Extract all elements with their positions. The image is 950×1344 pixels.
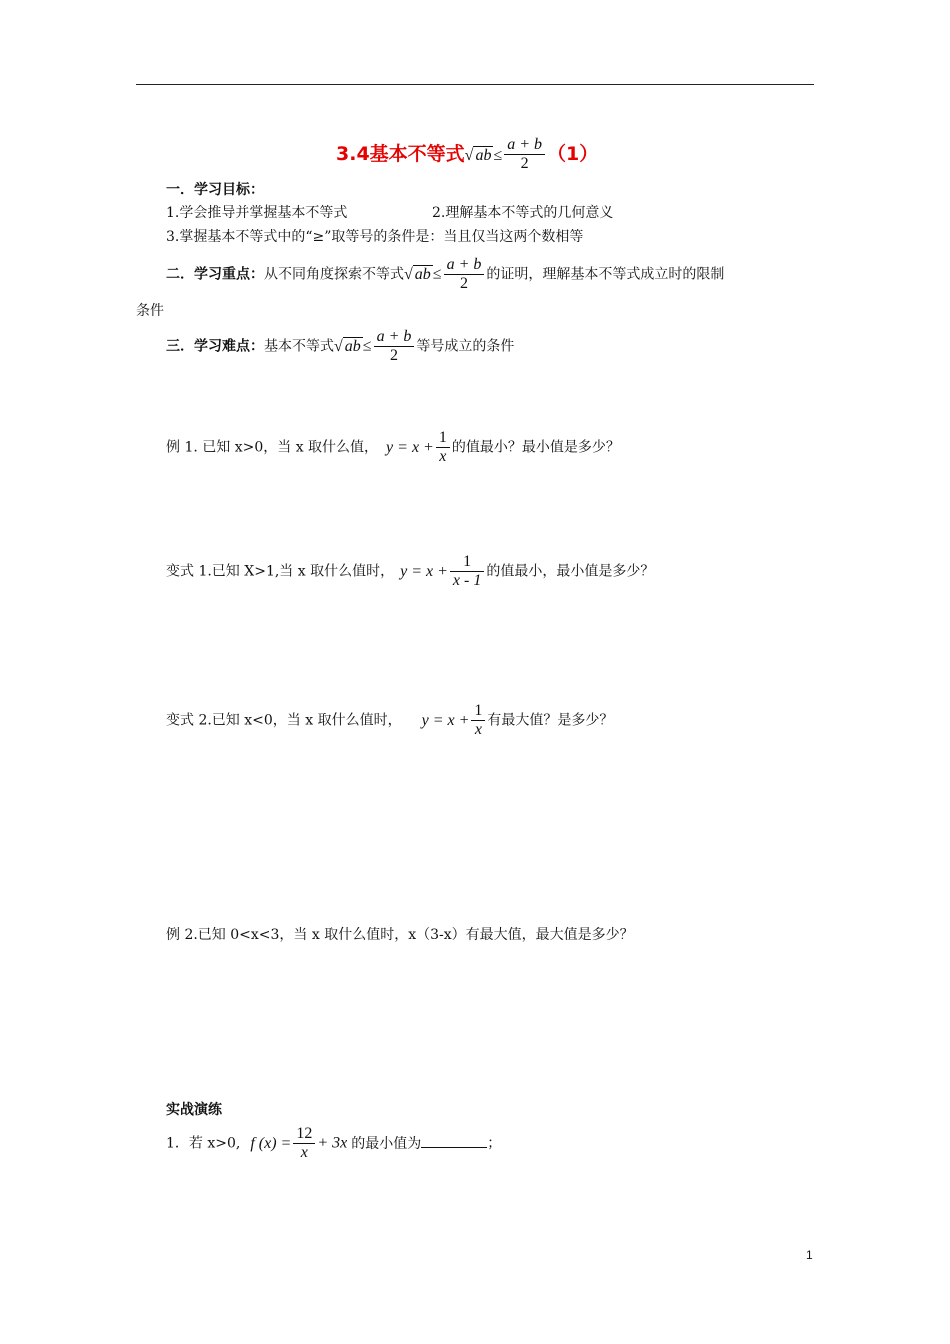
sec2-text-after: 的证明，理解基本不等式成立时的限制 bbox=[486, 266, 725, 283]
ex1-frac-den: x bbox=[436, 447, 450, 466]
q1-fraction bbox=[293, 1125, 315, 1162]
title-rel: ≤ bbox=[493, 147, 503, 164]
practice-q1 bbox=[166, 1125, 501, 1162]
sec1-item2: 2.理解基本不等式的几何意义 bbox=[432, 205, 614, 221]
sec2-sqrt: √ ab bbox=[404, 265, 431, 283]
sec2-wrap: 条件 bbox=[136, 303, 164, 319]
var2-text-before: 变式 2.已知 x<0，当 x 取什么值时， bbox=[166, 712, 402, 729]
var2-frac-den: x bbox=[471, 720, 485, 739]
ex1-frac-num: 1 bbox=[438, 429, 447, 446]
var2-fraction bbox=[471, 702, 485, 739]
sec3-sqrt-arg: ab bbox=[344, 337, 361, 355]
title-sqrt-arg: ab bbox=[475, 147, 492, 164]
var1-lhs: y = x + bbox=[400, 562, 448, 580]
sec2-line bbox=[166, 256, 724, 293]
var1-fraction bbox=[450, 553, 484, 590]
ex1-fraction bbox=[436, 429, 450, 466]
q1-before: 1．若 x>0, bbox=[166, 1135, 241, 1152]
q1-rhs: + 3x bbox=[317, 1134, 348, 1152]
page-number: 1 bbox=[806, 1248, 813, 1262]
q1-frac-num: 12 bbox=[296, 1125, 313, 1142]
title-fraction bbox=[504, 136, 545, 173]
sec1-item1: 1.学会推导并掌握基本不等式 bbox=[166, 205, 348, 221]
var1-frac-den: x - 1 bbox=[450, 571, 484, 590]
sec2-heading: 二．学习重点： bbox=[166, 266, 264, 283]
ex1-text-before: 例 1. 已知 x>0，当 x 取什么值， bbox=[166, 439, 379, 456]
page-title bbox=[336, 136, 598, 173]
sec2-text-before: 从不同角度探索不等式 bbox=[264, 266, 404, 283]
var2-frac-num: 1 bbox=[474, 702, 483, 719]
title-frac-num: a + b bbox=[507, 136, 543, 153]
sec1-heading: 一．学习目标： bbox=[166, 182, 264, 198]
var1-frac-num: 1 bbox=[463, 553, 472, 570]
sec3-fraction bbox=[374, 328, 415, 365]
sec3-text-before: 基本不等式 bbox=[264, 338, 334, 355]
sec2-sqrt-arg: ab bbox=[414, 265, 431, 283]
example-2: 例 2.已知 0<x<3，当 x 取什么值时，x（3-x）有最大值，最大值是多少？ bbox=[166, 927, 634, 943]
title-sqrt: √ ab bbox=[464, 147, 492, 164]
sec2-fraction bbox=[444, 256, 485, 293]
title-frac-den: 2 bbox=[504, 154, 545, 173]
title-prefix: 3.4基本不等式 bbox=[336, 143, 465, 165]
q1-after: 的最小值为 bbox=[351, 1135, 422, 1152]
q1-lhs: f (x) = bbox=[250, 1134, 292, 1152]
var2-lhs: y = x + bbox=[421, 711, 470, 729]
variant-2 bbox=[166, 702, 613, 739]
header-rule bbox=[136, 84, 814, 85]
ex1-text-after: 的值最小？最小值是多少？ bbox=[451, 439, 620, 456]
q1-answer-blank[interactable] bbox=[421, 1133, 487, 1148]
example-1 bbox=[166, 429, 620, 466]
variant-1 bbox=[166, 553, 654, 590]
var2-text-after: 有最大值？是多少？ bbox=[487, 712, 614, 729]
practice-heading: 实战演练 bbox=[166, 1102, 222, 1118]
sec3-heading: 三．学习难点： bbox=[166, 338, 264, 355]
sec3-frac-num: a + b bbox=[376, 328, 412, 345]
sec3-line bbox=[166, 328, 514, 365]
sec2-frac-den: 2 bbox=[444, 274, 485, 293]
sec3-text-after: 等号成立的条件 bbox=[416, 338, 515, 355]
var1-text-before: 变式 1.已知 X>1,当 x 取什么值时， bbox=[166, 563, 395, 580]
sec2-rel: ≤ bbox=[432, 265, 442, 283]
q1-frac-den: x bbox=[293, 1143, 315, 1162]
ex1-lhs: y = x + bbox=[386, 438, 434, 456]
q1-end: ； bbox=[487, 1135, 502, 1152]
sec2-frac-num: a + b bbox=[446, 256, 482, 273]
sec3-rel: ≤ bbox=[362, 337, 372, 355]
var1-text-after: 的值最小，最小值是多少？ bbox=[486, 563, 655, 580]
title-suffix: （1） bbox=[547, 143, 599, 165]
sec3-sqrt: √ ab bbox=[334, 337, 361, 355]
sec1-item3: 3.掌握基本不等式中的“≥”取等号的条件是：当且仅当这两个数相等 bbox=[166, 229, 584, 245]
sec3-frac-den: 2 bbox=[374, 346, 415, 365]
